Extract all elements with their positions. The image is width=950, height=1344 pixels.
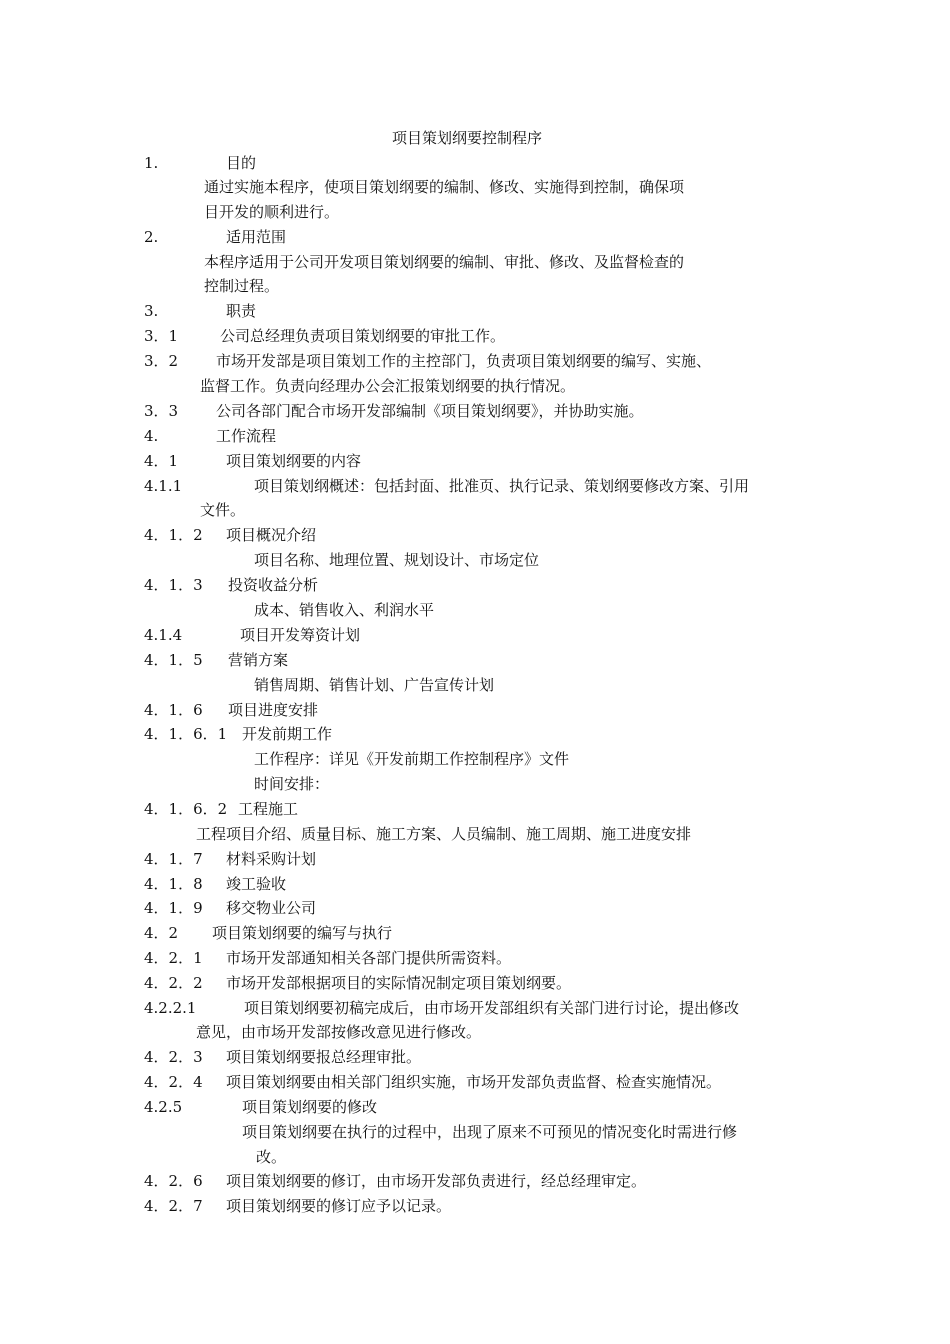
section-heading: 市场开发部根据项目的实际情况制定项目策划纲要。 xyxy=(226,974,572,992)
document-title: 项目策划纲要控制程序 xyxy=(392,129,543,147)
section-heading: 项目策划纲要由相关部门组织实施，市场开发部负责监督、检查实施情况。 xyxy=(226,1073,722,1091)
paragraph-line: 通过实施本程序，使项目策划纲要的编制、修改、实施得到控制，确保项 xyxy=(204,178,685,196)
section-heading: 公司总经理负责项目策划纲要的审批工作。 xyxy=(220,327,506,345)
section-heading: 工程施工 xyxy=(238,800,299,818)
section-number: 4．1．8 xyxy=(144,875,203,893)
section-number: 4. xyxy=(144,427,159,445)
paragraph-line: 工程项目介绍、质量目标、施工方案、人员编制、施工周期、施工进度安排 xyxy=(196,825,692,843)
section-number: 4．1．6 xyxy=(144,701,203,719)
section-heading: 材料采购计划 xyxy=(226,850,317,868)
section-number: 4．2．1 xyxy=(144,949,203,967)
section-number: 4.2.5 xyxy=(144,1098,183,1116)
section-heading: 移交物业公司 xyxy=(226,899,317,917)
paragraph-line: 项目名称、地理位置、规划设计、市场定位 xyxy=(254,551,540,569)
paragraph-line: 改。 xyxy=(256,1148,287,1166)
paragraph-line: 本程序适用于公司开发项目策划纲要的编制、审批、修改、及监督检查的 xyxy=(204,253,685,271)
section-number: 4．1．2 xyxy=(144,526,203,544)
paragraph-line: 工作程序：详见《开发前期工作控制程序》文件 xyxy=(254,750,570,768)
section-number: 4．2．3 xyxy=(144,1048,203,1066)
section-heading: 项目开发筹资计划 xyxy=(240,626,361,644)
paragraph-line: 监督工作。负责向经理办公会汇报策划纲要的执行情况。 xyxy=(200,377,576,395)
paragraph-line: 时间安排： xyxy=(254,775,330,793)
section-number: 4．2．7 xyxy=(144,1197,203,1215)
section-heading: 目的 xyxy=(226,154,257,172)
section-heading: 项目策划纲要的编写与执行 xyxy=(212,924,393,942)
section-number: 3．2 xyxy=(144,352,179,370)
section-heading: 市场开发部通知相关各部门提供所需资料。 xyxy=(226,949,512,967)
section-number: 4．1．6．1 xyxy=(144,725,228,743)
section-number: 4.1.1 xyxy=(144,477,183,495)
section-heading: 项目进度安排 xyxy=(228,701,319,719)
section-number: 4．1 xyxy=(144,452,179,470)
section-number: 3. xyxy=(144,302,159,320)
section-number: 4．1．6．2 xyxy=(144,800,228,818)
section-number: 3．1 xyxy=(144,327,179,345)
paragraph-line: 目开发的顺利进行。 xyxy=(204,203,340,221)
section-number: 1. xyxy=(144,154,159,172)
section-number: 2. xyxy=(144,228,159,246)
section-heading: 工作流程 xyxy=(216,427,277,445)
section-heading: 项目策划纲要的内容 xyxy=(226,452,362,470)
section-heading: 项目概况介绍 xyxy=(226,526,317,544)
section-heading: 项目策划纲要报总经理审批。 xyxy=(226,1048,422,1066)
section-heading: 投资收益分析 xyxy=(228,576,319,594)
section-number: 4．1．3 xyxy=(144,576,203,594)
paragraph-line: 文件。 xyxy=(200,501,246,519)
section-number: 4．1．9 xyxy=(144,899,203,917)
section-heading: 市场开发部是项目策划工作的主控部门，负责项目策划纲要的编写、实施、 xyxy=(216,352,712,370)
section-heading: 项目策划纲要的修订，由市场开发部负责进行，经总经理审定。 xyxy=(226,1172,647,1190)
section-heading: 项目策划纲概述：包括封面、批准页、执行记录、策划纲要修改方案、引用 xyxy=(254,477,750,495)
section-number: 4．2．2 xyxy=(144,974,203,992)
section-heading: 竣工验收 xyxy=(226,875,287,893)
section-heading: 营销方案 xyxy=(228,651,289,669)
paragraph-line: 销售周期、销售计划、广告宣传计划 xyxy=(254,676,495,694)
section-number: 4．2 xyxy=(144,924,179,942)
section-heading: 项目策划纲要的修改 xyxy=(242,1098,378,1116)
paragraph-line: 成本、销售收入、利润水平 xyxy=(254,601,435,619)
paragraph-line: 意见，由市场开发部按修改意见进行修改。 xyxy=(196,1023,482,1041)
section-number: 4.2.2.1 xyxy=(144,999,197,1017)
section-heading: 项目策划纲要的修订应予以记录。 xyxy=(226,1197,452,1215)
paragraph-line: 项目策划纲要在执行的过程中，出现了原来不可预见的情况变化时需进行修 xyxy=(242,1123,738,1141)
section-number: 4．1．7 xyxy=(144,850,203,868)
section-number: 4．2．4 xyxy=(144,1073,203,1091)
section-number: 4.1.4 xyxy=(144,626,183,644)
section-number: 4．2．6 xyxy=(144,1172,203,1190)
section-number: 4．1．5 xyxy=(144,651,203,669)
section-heading: 项目策划纲要初稿完成后，由市场开发部组织有关部门进行讨论，提出修改 xyxy=(244,999,740,1017)
section-heading: 适用范围 xyxy=(226,228,287,246)
section-heading: 职责 xyxy=(226,302,257,320)
section-heading: 开发前期工作 xyxy=(242,725,333,743)
section-number: 3．3 xyxy=(144,402,179,420)
section-heading: 公司各部门配合市场开发部编制《项目策划纲要》，并协助实施。 xyxy=(216,402,644,420)
paragraph-line: 控制过程。 xyxy=(204,277,280,295)
